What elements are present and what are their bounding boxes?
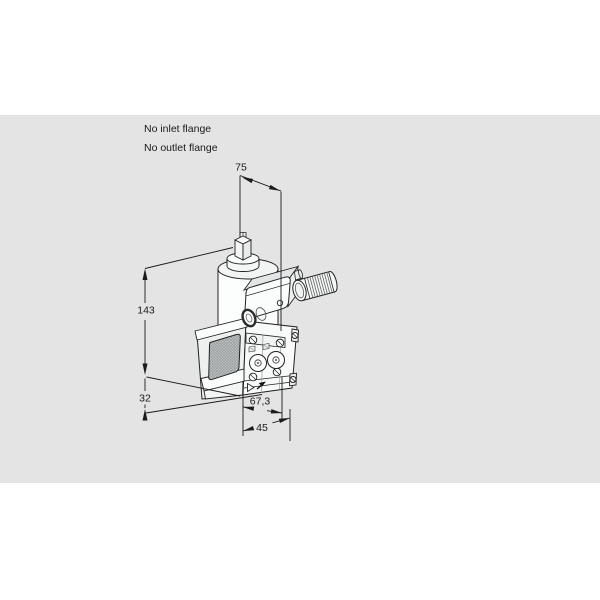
dimension-label-75: 75 [235, 161, 247, 174]
note-no-outlet-flange: No outlet flange [144, 142, 218, 154]
dimension-label-32: 32 [139, 392, 151, 405]
connector-plug [227, 233, 259, 272]
valve-figure [195, 233, 339, 400]
dimension-label-67-3: 67,3 [249, 395, 271, 408]
note-no-inlet-flange: No inlet flange [144, 123, 212, 135]
flange-notes [144, 123, 218, 154]
valve-body [195, 318, 299, 399]
dimension-label-143: 143 [137, 304, 155, 317]
dimension-45 [243, 409, 290, 441]
dimension-label-45: 45 [256, 422, 268, 434]
